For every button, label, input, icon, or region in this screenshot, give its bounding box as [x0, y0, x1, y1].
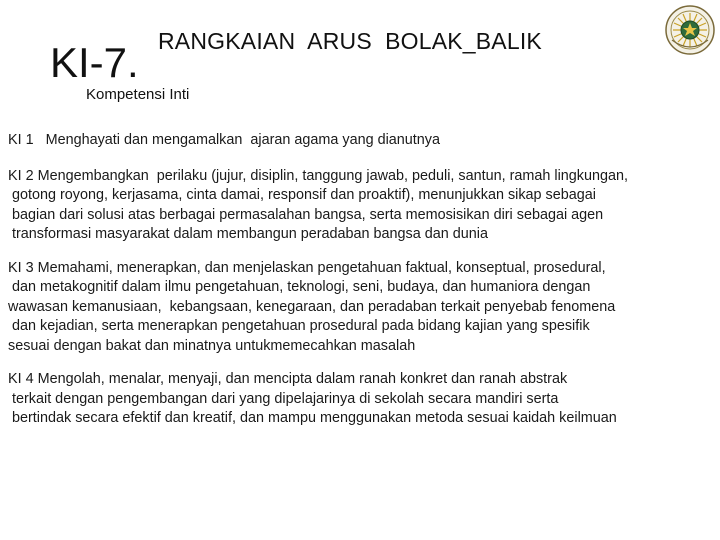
- ki-item-4: [8, 370, 720, 429]
- ki-line: KI 4 Mengolah, menalar, menyaji, dan mencipta dalam ranah konkret dan ranah abstrak: [8, 371, 568, 387]
- ki-line: wawasan kemanusiaan, kebangsaan, kenegaraan, dan peradaban terkait penyebab fenomena: [8, 298, 616, 315]
- ki-item-2: [8, 167, 720, 245]
- ki-line: bertindak secara efektif dan kreatif, dan mampu menggunakan metoda sesuai kaidah keilmuan: [8, 410, 617, 426]
- slide-title: RANGKAIAN ARUS BOLAK_BALIK: [158, 28, 542, 54]
- slide-subtitle: Kompetensi Inti: [86, 86, 190, 103]
- ki-line: sesuai dengan bakat dan minatnya untukmemecahkan masalah: [8, 337, 416, 354]
- ki-number-heading: KI-7.: [50, 39, 139, 86]
- ki-line: terkait dengan pengembangan dari yang dipelajarinya di sekolah secara mandiri serta: [8, 390, 559, 407]
- school-emblem-icon: [664, 4, 716, 56]
- ki-content: [8, 131, 720, 443]
- ki-line: dan kejadian, serta menerapkan pengetahuan prosedural pada bidang kajian yang spesifik: [8, 318, 590, 334]
- ki-line: KI 3 Memahami, menerapkan, dan menjelaskan pengetahuan faktual, konseptual, prosedural,: [8, 259, 606, 276]
- ki-item-1: [8, 131, 720, 151]
- ki-item-3: [8, 259, 720, 357]
- ki-line: bagian dari solusi atas berbagai permasalahan bangsa, serta memosisikan diri sebagai agen: [8, 206, 604, 223]
- ki-line: KI 2 Mengembangkan perilaku (jujur, disiplin, tanggung jawab, peduli, santun, ramah lingkungan,: [8, 167, 628, 184]
- ki-line: dan metakognitif dalam ilmu pengetahuan, teknologi, seni, budaya, dan humaniora dengan: [8, 279, 591, 295]
- ki-line: transformasi masyarakat dalam membangun peradaban bangsa dan dunia: [8, 226, 488, 242]
- ki-line: gotong royong, kerjasama, cinta damai, responsif dan proaktif), menunjukkan sikap sebagai: [8, 187, 596, 203]
- ki-line: KI 1 Menghayati dan mengamalkan ajaran agama yang dianutnya: [8, 132, 441, 148]
